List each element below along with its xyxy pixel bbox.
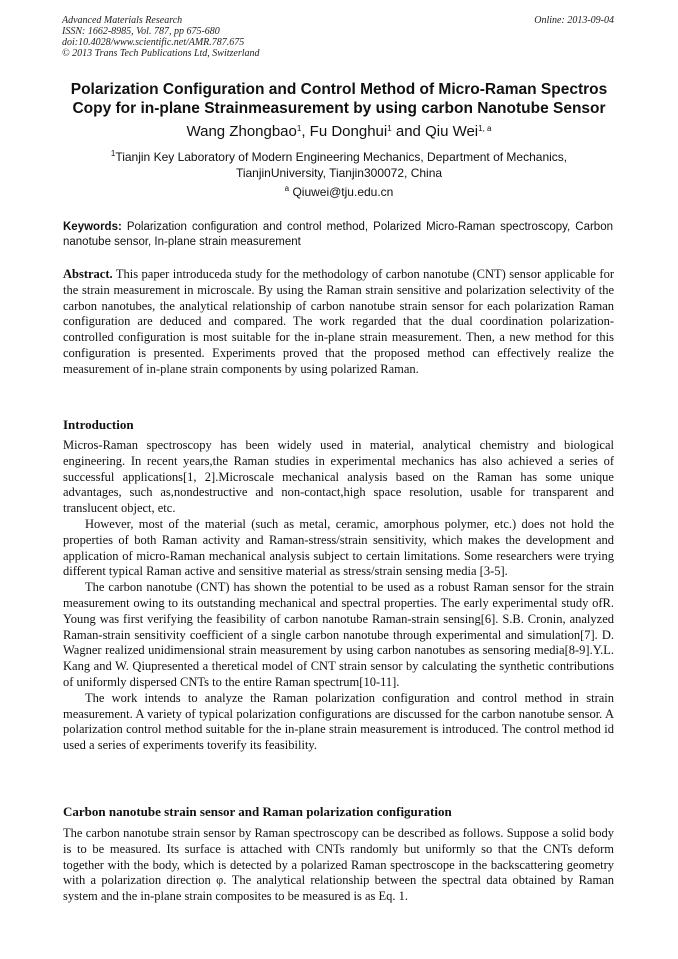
journal-name: Advanced Materials Research	[62, 15, 183, 26]
email-line	[40, 184, 638, 200]
introduction-body	[63, 438, 614, 754]
keywords-label: Keywords:	[63, 221, 122, 233]
paragraph: Micros-Raman spectroscopy has been widely used in material, analytical chemistry and biological engineering. In recent years,the Raman studies in experimental mechanics has also achieved a series of successful applications[1, 2].Microscale mechanical analysis based on the Raman has some unique advantages, such as,nondestructive and non-contact,high space resolution, usable for transparent and translucent object, etc.	[63, 438, 614, 516]
author-name: Qiu Wei	[425, 123, 479, 140]
author-list	[40, 123, 638, 141]
journal-header	[62, 15, 442, 59]
title-line-2: Copy for in-plane Strainmeasurement by using carbon Nanotube Sensor	[72, 100, 606, 117]
affiliation	[40, 149, 638, 181]
author-name: Fu Donghui	[309, 123, 388, 140]
keywords-text: Polarization configuration and control method, Polarized Micro-Raman spectroscopy, Carbon nanotube sensor, In-plane strain measurement	[63, 221, 613, 248]
abstract-label: Abstract.	[63, 267, 113, 281]
paragraph: The carbon nanotube strain sensor by Raman spectroscopy can be described as follows. Suppose a solid body is to be measured. Its surface is attached with CNTs randomly but uniformly so that the CNTs deform together with the body, which is detected by a polarized Raman spectroscope in the backscattering geometry with a polarization direction φ. The analytical relationship between the spectral data obtained by Raman system and the in-plane strain composites to be measured is as Eq. 1.	[63, 826, 614, 904]
keywords	[63, 220, 613, 250]
paragraph: However, most of the material (such as metal, ceramic, amorphous polymer, etc.) does not hold the properties of both Raman activity and Raman-stress/strain sensitivity, which makes the development and application of micro-Raman mechanical analysis subject to certain limitations. Some researchers were trying different typical Raman active and sensitive material as stress/strain sensing media [3-5].	[63, 516, 614, 579]
section-heading-cnt-sensor: Carbon nanotube strain sensor and Raman polarization configuration	[63, 804, 452, 819]
email-mark: a	[284, 184, 290, 193]
title-line-1: Polarization Configuration and Control Method of Micro-Raman Spectros	[70, 81, 608, 98]
paragraph: The carbon nanotube (CNT) has shown the potential to be used as a robust Raman sensor for the strain measurement owing to its outstanding mechanical and spectral properties. The early experimental study ofR. Young was first verifying the feasibility of carbon nanotube Raman-strain sensing[6]. S.B. Cronin, analyzed Raman-strain sensitivity coefficient of a single carbon nanotube through experimental and simulation[7]. D. Wagner realized unidimensional strain measurement by using carbon nanotubes as sensoring media[8-9].Y.L. Kang and W. Qiupresented a theretical model of CNT strain sensor by calculating the synthetic contributions of uniformly dispersed CNTs to the entire Raman spectrum[10-11].	[63, 580, 614, 689]
author-separator: ,	[301, 123, 310, 140]
paragraph: The work intends to analyze the Raman polarization configuration and control method in strain measurement. A variety of typical polarization configurations are discussed for the carbon nanotube sensor. A polarization control method suitable for the in-plane strain measurement is introduced. The control method id used a series of experiments toverify its feasibility.	[63, 690, 614, 753]
author-affiliation-mark: 1	[296, 124, 302, 133]
abstract-text: This paper introduceda study for the methodology of carbon nanotube (CNT) sensor applicable for the strain measurement in microscale. By using the Raman strain sensitive and polarization selectivity of the carbon nanotubes, the analytical relationship of carbon nanotube strain sensor for each polarization Raman configuration are deduced and compared. The work regarded that the dual coordination polarization-controlled configuration is most suitable for the in-plane strain measurement. Then, a new method for this configuration is presented. Experiments proved that the proposed method can effectively realize the measurement of in-plane strain components by using polarized Raman.	[63, 267, 614, 376]
author-name: Wang Zhongbao	[186, 123, 297, 140]
doi-line: doi:10.4028/www.scientific.net/AMR.787.675	[62, 37, 245, 48]
affiliation-line-1: Tianjin Key Laboratory of Modern Engineering Mechanics, Department of Mechanics,	[115, 150, 568, 164]
online-date: Online: 2013-09-04	[534, 15, 614, 26]
abstract	[63, 267, 614, 378]
copyright-line: © 2013 Trans Tech Publications Ltd, Switzerland	[62, 48, 260, 59]
author-email: Qiuwei@tju.edu.cn	[289, 185, 394, 199]
affiliation-line-2: TianjinUniversity, Tianjin300072, China	[235, 166, 443, 180]
affiliation-mark: 1	[110, 149, 116, 158]
issn-line: ISSN: 1662-8985, Vol. 787, pp 675-680	[62, 26, 220, 37]
author-affiliation-mark: 1	[387, 124, 392, 133]
author-separator: and	[391, 123, 426, 140]
author-affiliation-mark: 1, a	[478, 124, 492, 133]
cnt-sensor-body	[63, 826, 614, 905]
section-heading-introduction: Introduction	[63, 417, 134, 432]
paper-title	[40, 80, 638, 118]
